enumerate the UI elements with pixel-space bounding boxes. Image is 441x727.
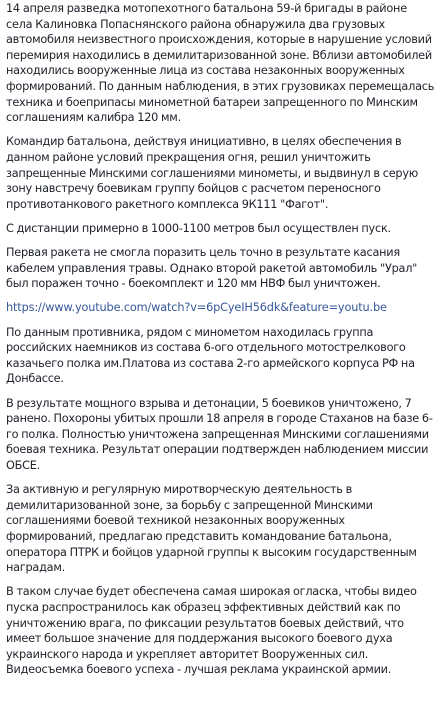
post-paragraph-commander-decision: Командир батальона, действуя инициативно, в целях обеспечения в данном районе условий прекращения огня, решил уничтожить запрещенные Минскими соглашениями минометы, и выдвинул в серую зону навстречу боевикам группу бойцов с расчетом переносного противотанкового ракетного комплекса 9К111 "Фагот".: [6, 135, 419, 211]
youtube-video-link[interactable]: https://www.youtube.com/watch?v=6pCyeIH56dk&feature=youtu.be: [6, 301, 387, 315]
post-paragraph-launch-distance: С дистанции примерно в 1000-1100 метров был осуществлен пуск.: [6, 221, 391, 235]
post-paragraph-reconnaissance: 14 апреля разведка мотопехотного батальона 59-й бригады в районе села Калиновка Попаснянского района обнаружила два грузовых автомобиля неизвестного происхождения, которые в нарушение условий перемирия находились в демилитаризованной зоне. Вблизи автомобилей находились вооруженные лица из состава незаконных вооруженных формирований. По данным наблюдения, в этих грузовиках перемещалась техника и боеприпасы минометной батареи запрещенного по Минским соглашениям калибра 120 мм.: [6, 2, 435, 125]
post-paragraph-link: [6, 300, 435, 316]
post-paragraph-casualties: В результате мощного взрыва и детонации, 5 боевиков уничтожено, 7 ранено. Похороны убитых прошли 18 апреля в городе Стаханов на базе 6-го полка. Полностью уничтожена запрещенная Минскими соглашениями боевая техника. Результат операции подтвержден наблюдением миссии ОБСЕ.: [6, 396, 433, 472]
post-paragraph-awards: За активную и регулярную миротворческую деятельность в демилитаризованной зоне, за борьбу с запрещенной Минскими соглашениями боевой техникой незаконных вооруженных формирований, предлагаю представить командование батальона, оператора ПТРК и бойцов ударной группы к высоким государственным наградам.: [6, 483, 417, 575]
post-paragraph-enemy-data: По данным противника, рядом с минометом находилась группа российских наемников из состава 6-ого отдельного мотострелкового казачьего полка им.Платова из состава 2-го армейского корпуса РФ на Донбассе.: [6, 325, 415, 386]
post-paragraph-missile-result: Первая ракета не смогла поразить цель точно в результате касания кабелем управления травы. Однако второй ракетой автомобиль "Урал" был поражен точно - боекомплект и 120 мм НВФ был уничтожен.: [6, 246, 418, 291]
post-paragraph-publicity: В таком случае будет обеспечена самая широкая огласка, чтобы видео пуска распространилось как образец эффективных действий как по уничтожению врага, по фиксации результатов боевых действий, что имеет большое значение для поддержания высокого боевого духа украинского народа и укрепляет авторитет Вооруженных сил. Видеосъемка боевого успеха - лучшая реклама украинской армии.: [6, 585, 417, 677]
